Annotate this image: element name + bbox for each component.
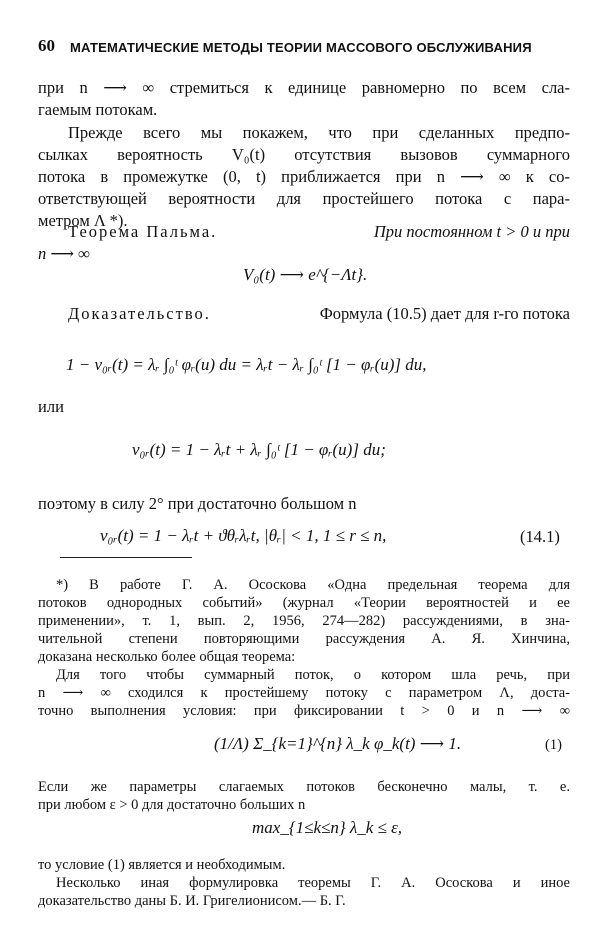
equation-1: 1 − v₀ᵣ(t) = λᵣ ∫₀ᵗ φᵣ(u) du = λᵣt − λᵣ ∫₀ᵗ [1 − φᵣ(u)] du, [66,355,427,374]
footnote-line: доказана несколько более общая теорема: [38,649,296,665]
equation-number: (14.1) [520,527,560,546]
theorem-statement: При постоянном t > 0 и при [373,222,570,241]
equation-number: (1) [545,737,562,753]
footnote-line: при любом ε > 0 для достаточно больших n [38,797,306,813]
equation-14-1: v₀ᵣ(t) = 1 − λᵣt + ϑθᵣλᵣt, |θᵣ| < 1, 1 ≤ r ≤ n, [100,526,387,545]
footnote-line: Несколько иная формулировка теоремы Г. А. Ососкова и иное [56,875,570,891]
footnote-rule [60,557,192,558]
equation-footnote-1: (1/Λ) Σ_{k=1}^{n} λ_k φ_k(t) ⟶ 1. [214,734,462,753]
equation-footnote-2: max_{1≤k≤n} λ_k ≤ ε, [252,818,403,837]
footnote-line: чительной степени повторяющими рассуждения А. Я. Хинчина, [38,631,570,647]
theorem-line [68,221,570,243]
body-line: потока в промежутке (0, t) приближается при n ⟶ ∞ к со- [38,167,570,186]
proof-label: Доказательство. [68,304,211,323]
footnote-line: Для того чтобы суммарный поток, о котором шла речь, при [56,667,570,683]
proof-text: Формула (10.5) дает для r-го потока [319,304,570,323]
page-number: 60 [38,36,55,55]
theorem-line-2: n ⟶ ∞ [38,244,90,263]
body-line: сылках вероятность V₀(t) отсутствия вызовов суммарного [38,145,570,164]
body-line: Прежде всего мы покажем, что при сделанных предпо- [68,123,570,142]
equation-theorem: V₀(t) ⟶ e^{−Λt}. [243,265,368,284]
footnote-line: n ⟶ ∞ сходился к простейшему потоку с параметром Λ, доста- [38,685,570,701]
body-line: поэтому в силу 2° при достаточно большом n [38,494,357,513]
body-line: ответствующей вероятности для простейшего потока с пара- [38,189,570,208]
footnote-line: потоков однородных событий» (журнал «Теории вероятностей и ее [38,595,570,611]
footnote-line: точно выполнения условия: при фиксировании t > 0 и n ⟶ ∞ [38,703,570,719]
theorem-label: Теорема Пальма. [68,222,218,241]
word-or: или [38,397,64,416]
footnote-line: то условие (1) является и необходимым. [38,857,286,873]
body-line: гаемым потокам. [38,100,158,119]
equation-2: v₀ᵣ(t) = 1 − λᵣt + λᵣ ∫₀ᵗ [1 − φᵣ(u)] du; [132,440,386,459]
body-line: метром Λ *). [38,211,128,230]
footnote-line: применении», т. 1, вып. 2, 1956, 274—282) рассуждениями, в зна- [38,613,570,629]
footnote-line: доказательство даны Б. И. Григелионисом.— Б. Г. [38,893,346,909]
proof-line [68,303,570,325]
footnote-line: Если же параметры слагаемых потоков бесконечно малы, т. е. [38,779,570,795]
body-line: при n ⟶ ∞ стремиться к единице равномерно по всем сла- [38,78,570,97]
footnote-line: *) В работе Г. А. Ососкова «Одна предельная теорема для [56,577,570,593]
running-title: МАТЕМАТИЧЕСКИЕ МЕТОДЫ ТЕОРИИ МАССОВОГО ОБСЛУЖИВАНИЯ [70,40,532,55]
